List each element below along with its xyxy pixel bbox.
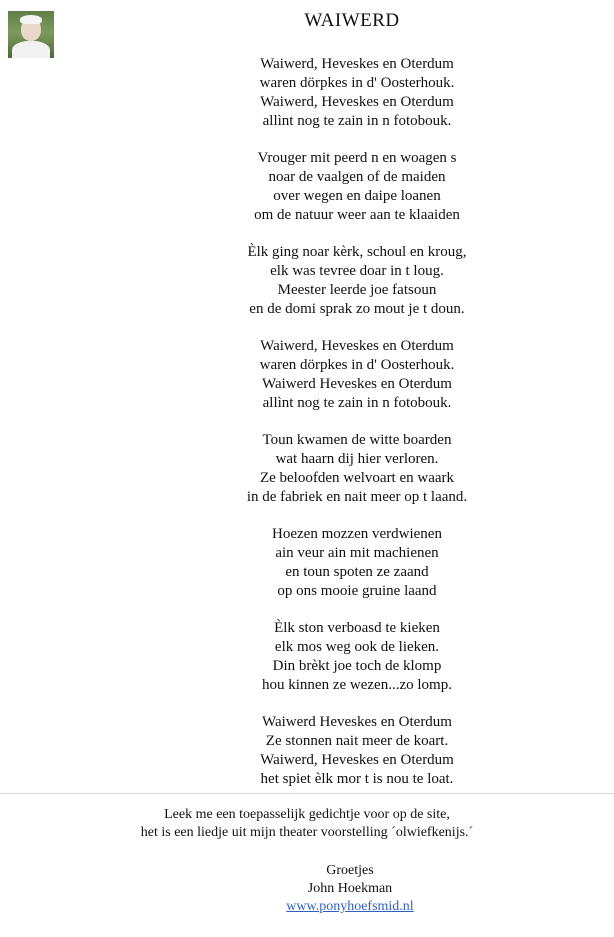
- signature: [0, 862, 614, 916]
- author-note: [0, 806, 614, 842]
- poem-line: waren dörpkes in d' Oosterhouk.: [259, 357, 455, 373]
- poem-line: Ze stonnen nait meer de koart.: [265, 733, 449, 749]
- stanza: [207, 149, 507, 225]
- divider: [0, 793, 614, 794]
- poem-line: het spiet èlk mor t is nou te loat.: [260, 771, 454, 787]
- poem-line: Meester leerde joe fatsoun: [277, 282, 437, 298]
- poem-line: Waiwerd, Heveskes en Oterdum: [260, 56, 454, 72]
- greeting: Groetjes: [326, 863, 374, 878]
- stanza: [207, 525, 507, 601]
- stanza: [207, 431, 507, 507]
- stanza: [207, 619, 507, 695]
- poem-line: Din brèkt joe toch de klomp: [272, 658, 442, 674]
- poem-line: en toun spoten ze zaand: [285, 564, 429, 580]
- author-name: John Hoekman: [307, 881, 393, 896]
- stanza: [207, 55, 507, 131]
- poem-line: waren dörpkes in d' Oosterhouk.: [259, 75, 455, 91]
- poem-line: Ze beloofden welvoart en waark: [259, 470, 455, 486]
- poem-line: elk mos weg ook de lieken.: [274, 639, 440, 655]
- link-line: [0, 898, 614, 916]
- poem-body: [207, 55, 507, 807]
- poem-line: Waiwerd Heveskes en Oterdum: [262, 714, 452, 730]
- poem-line: wat haarn dij hier verloren.: [275, 451, 439, 467]
- poem-line: in de fabriek en nait meer op t laand.: [246, 489, 468, 505]
- poem-line: Toun kwamen de witte boarden: [262, 432, 452, 448]
- poem-line: Èlk ston verboasd te kieken: [274, 620, 440, 636]
- poem-title: WAIWERD: [304, 10, 400, 31]
- poem-line: allìnt nog te zain in n fotobouk.: [262, 395, 452, 411]
- poem-line: Waiwerd, Heveskes en Oterdum: [260, 94, 454, 110]
- poem-line: Hoezen mozzen verdwienen: [272, 526, 442, 542]
- stanza: [207, 337, 507, 413]
- poem-line: Vrouger mit peerd n en woagen s: [257, 150, 457, 166]
- poem-line: hou kinnen ze wezen...zo lomp.: [262, 677, 452, 693]
- note-line: het is een liedje uit mijn theater voorstelling ´olwiefkenijs.´: [140, 825, 474, 840]
- poem-line: en de domi sprak zo mout je t doun.: [249, 301, 465, 317]
- poem-line: over wegen en daipe loanen: [273, 188, 441, 204]
- poem-line: Waiwerd, Heveskes en Oterdum: [260, 338, 454, 354]
- poem-line: Waiwerd Heveskes en Oterdum: [262, 376, 452, 392]
- poem-line: om de natuur weer aan te klaaiden: [254, 207, 460, 223]
- poem-line: allìnt nog te zain in n fotobouk.: [262, 113, 452, 129]
- stanza: [207, 713, 507, 789]
- poem-line: Èlk ging noar kèrk, schoul en kroug,: [247, 244, 467, 260]
- stanza: [207, 243, 507, 319]
- poem-line: Waiwerd, Heveskes en Oterdum: [260, 752, 454, 768]
- website-link[interactable]: www.ponyhoefsmid.nl: [286, 899, 414, 914]
- poem-line: elk was tevree doar in t loug.: [270, 263, 444, 279]
- poem-line: ain veur ain mit machienen: [275, 545, 439, 561]
- note-line: Leek me een toepasselijk gedichtje voor op de site,: [164, 807, 450, 822]
- poem-line: op ons mooie gruine laand: [277, 583, 437, 599]
- poem-line: noar de vaalgen of de maiden: [268, 169, 446, 185]
- photo-shirt: [12, 41, 50, 58]
